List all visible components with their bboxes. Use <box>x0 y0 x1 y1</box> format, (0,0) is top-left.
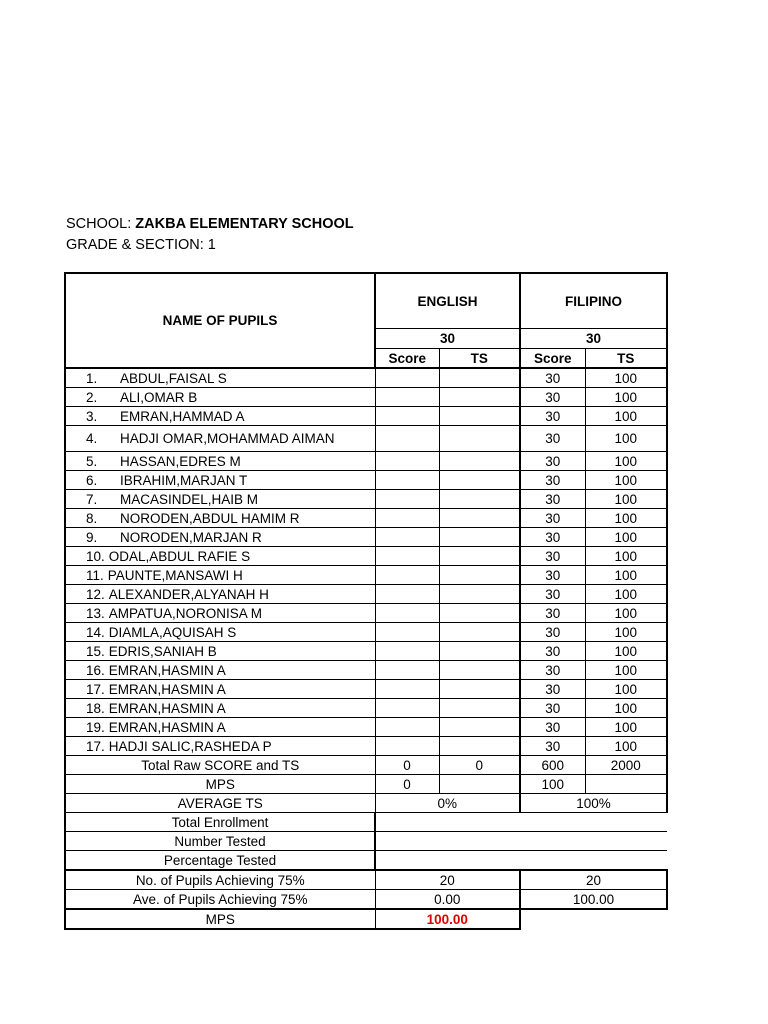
english-score-cell <box>375 471 439 490</box>
mps-eng-ts <box>439 775 520 794</box>
filipino-ts-cell: 100 <box>585 699 667 718</box>
english-score-col: Score <box>375 349 439 369</box>
pct-tested-label: Percentage Tested <box>65 851 375 871</box>
pupil-name-cell <box>65 642 375 661</box>
final-mps-value: 100.00 <box>375 909 520 929</box>
filipino-ts-cell: 100 <box>585 585 667 604</box>
avg-ts-fil: 100% <box>520 794 667 813</box>
pupil-number: 6. <box>86 472 98 488</box>
pupil-name-cell <box>65 407 375 426</box>
total-eng-score: 0 <box>375 756 439 775</box>
pupil-name-cell <box>65 368 375 388</box>
filipino-ts-cell: 100 <box>585 718 667 737</box>
pupil-number: 17. <box>86 738 105 754</box>
pupil-name: AMPATUA,NORONISA M <box>108 605 263 621</box>
pupil-name-cell <box>65 509 375 528</box>
final-mps-blank <box>520 909 667 929</box>
filipino-ts-cell: 100 <box>585 642 667 661</box>
filipino-score-cell: 30 <box>520 528 585 547</box>
school-line <box>66 216 354 232</box>
table-row <box>65 471 667 490</box>
english-score-cell <box>375 642 439 661</box>
filipino-ts-cell: 100 <box>585 368 667 388</box>
english-score-cell <box>375 718 439 737</box>
english-ts-cell <box>439 368 520 388</box>
school-name: ZAKBA ELEMENTARY SCHOOL <box>135 216 354 232</box>
pupil-name: IBRAHIM,MARJAN T <box>120 472 248 488</box>
table-row <box>65 368 667 388</box>
table-row <box>65 642 667 661</box>
pupil-name: PAUNTE,MANSAWI H <box>107 567 243 583</box>
english-ts-col: TS <box>439 349 520 369</box>
filipino-ts-cell: 100 <box>585 426 667 452</box>
english-ts-cell <box>439 585 520 604</box>
pupil-number: 17. <box>86 681 105 697</box>
filipino-ts-cell: 100 <box>585 509 667 528</box>
english-score-cell <box>375 490 439 509</box>
table-row <box>65 426 667 452</box>
mps-fil: 100 <box>520 775 585 794</box>
final-mps-label: MPS <box>65 909 375 929</box>
english-score-cell <box>375 737 439 756</box>
filipino-ts-cell: 100 <box>585 623 667 642</box>
filipino-ts-cell: 100 <box>585 547 667 566</box>
english-score-cell <box>375 566 439 585</box>
english-ts-cell <box>439 528 520 547</box>
achieving-fil: 20 <box>520 870 667 890</box>
filipino-score-cell: 30 <box>520 718 585 737</box>
filipino-score-cell: 30 <box>520 566 585 585</box>
pupil-name-cell <box>65 490 375 509</box>
pupil-name-cell <box>65 623 375 642</box>
pupil-name: EDRIS,SANIAH B <box>108 643 217 659</box>
filipino-score-cell: 30 <box>520 368 585 388</box>
pupil-name: HADJI OMAR,MOHAMMAD AIMAN <box>120 431 335 446</box>
pupil-name: NORODEN,MARJAN R <box>120 529 262 545</box>
filipino-score-cell: 30 <box>520 452 585 471</box>
filipino-ts-cell: 100 <box>585 490 667 509</box>
avg-ts-eng: 0% <box>375 794 520 813</box>
pupil-number: 2. <box>86 389 98 405</box>
english-ts-cell <box>439 566 520 585</box>
filipino-score-cell: 30 <box>520 661 585 680</box>
pupil-name: ALI,OMAR B <box>120 389 198 405</box>
table-row <box>65 547 667 566</box>
pupil-name: DIAMLA,AQUISAH S <box>108 624 237 640</box>
filipino-ts-cell: 100 <box>585 661 667 680</box>
english-ts-cell <box>439 604 520 623</box>
filipino-ts-cell: 100 <box>585 737 667 756</box>
enrollment-value <box>375 813 667 832</box>
english-ts-cell <box>439 737 520 756</box>
filipino-header: FILIPINO <box>520 273 667 329</box>
filipino-score-cell: 30 <box>520 604 585 623</box>
english-items: 30 <box>375 329 520 349</box>
total-label: Total Raw SCORE and TS <box>65 756 375 775</box>
pupil-name-cell <box>65 699 375 718</box>
english-score-cell <box>375 426 439 452</box>
pupil-number: 12. <box>86 586 105 602</box>
english-score-cell <box>375 680 439 699</box>
english-score-cell <box>375 547 439 566</box>
pupil-name: ALEXANDER,ALYANAH H <box>108 586 269 602</box>
total-eng-ts: 0 <box>439 756 520 775</box>
filipino-score-cell: 30 <box>520 407 585 426</box>
table-row <box>65 680 667 699</box>
scores-table <box>64 272 668 930</box>
table-row <box>65 407 667 426</box>
mps-fil-ts <box>585 775 667 794</box>
english-header: ENGLISH <box>375 273 520 329</box>
pupil-name: EMRAN,HAMMAD A <box>120 408 245 424</box>
filipino-ts-col: TS <box>585 349 667 369</box>
english-ts-cell <box>439 407 520 426</box>
english-ts-cell <box>439 490 520 509</box>
english-ts-cell <box>439 718 520 737</box>
ave-achieving-eng: 0.00 <box>375 890 520 910</box>
total-fil-score: 600 <box>520 756 585 775</box>
table-row <box>65 604 667 623</box>
pupil-name: MACASINDEL,HAIB M <box>120 491 259 507</box>
english-score-cell <box>375 368 439 388</box>
pupil-name-cell <box>65 604 375 623</box>
english-ts-cell <box>439 623 520 642</box>
filipino-ts-cell: 100 <box>585 604 667 623</box>
pupil-number: 9. <box>86 529 98 545</box>
english-score-cell <box>375 509 439 528</box>
table-row <box>65 452 667 471</box>
pupil-number: 3. <box>86 408 98 424</box>
filipino-ts-cell: 100 <box>585 471 667 490</box>
filipino-items: 30 <box>520 329 667 349</box>
ave-achieving-fil: 100.00 <box>520 890 667 910</box>
english-score-cell <box>375 388 439 407</box>
pupil-name: NORODEN,ABDUL HAMIM R <box>120 510 300 526</box>
filipino-score-cell: 30 <box>520 680 585 699</box>
pupil-name: EMRAN,HASMIN A <box>108 719 226 735</box>
pupil-number: 4. <box>86 431 98 446</box>
pupil-name-cell <box>65 718 375 737</box>
pupil-number: 1. <box>86 370 98 386</box>
pupil-name-cell <box>65 547 375 566</box>
pupil-number: 19. <box>86 719 105 735</box>
mps-eng: 0 <box>375 775 439 794</box>
pupil-number: 16. <box>86 662 105 678</box>
grade-section: GRADE & SECTION: 1 <box>66 237 216 253</box>
tested-label: Number Tested <box>65 832 375 851</box>
english-score-cell <box>375 407 439 426</box>
table-row <box>65 661 667 680</box>
school-label: SCHOOL: <box>66 216 132 232</box>
pupil-name: ODAL,ABDUL RAFIE S <box>108 548 251 564</box>
pupil-name-cell <box>65 661 375 680</box>
english-score-cell <box>375 452 439 471</box>
table-row <box>65 585 667 604</box>
enrollment-label: Total Enrollment <box>65 813 375 832</box>
pupil-number: 10. <box>86 548 105 564</box>
pupil-name-cell <box>65 471 375 490</box>
filipino-score-cell: 30 <box>520 642 585 661</box>
pupil-name: HASSAN,EDRES M <box>120 453 241 469</box>
name-header: NAME OF PUPILS <box>65 273 375 368</box>
table-row <box>65 490 667 509</box>
filipino-score-cell: 30 <box>520 737 585 756</box>
english-ts-cell <box>439 661 520 680</box>
filipino-score-cell: 30 <box>520 699 585 718</box>
table-row <box>65 699 667 718</box>
pupil-name-cell <box>65 388 375 407</box>
filipino-score-cell: 30 <box>520 426 585 452</box>
pupil-name: EMRAN,HASMIN A <box>108 681 226 697</box>
table-row <box>65 509 667 528</box>
english-score-cell <box>375 528 439 547</box>
english-ts-cell <box>439 509 520 528</box>
english-score-cell <box>375 699 439 718</box>
filipino-score-cell: 30 <box>520 509 585 528</box>
filipino-score-cell: 30 <box>520 547 585 566</box>
pct-tested-value <box>375 851 667 871</box>
pupil-name: EMRAN,HASMIN A <box>108 700 226 716</box>
english-score-cell <box>375 661 439 680</box>
pupil-name-cell <box>65 426 375 452</box>
pupil-name-cell <box>65 528 375 547</box>
tested-value <box>375 832 667 851</box>
pupil-number: 7. <box>86 491 98 507</box>
pupil-number: 14. <box>86 624 105 640</box>
ave-achieving-label: Ave. of Pupils Achieving 75% <box>65 890 375 910</box>
english-ts-cell <box>439 388 520 407</box>
filipino-ts-cell: 100 <box>585 388 667 407</box>
filipino-ts-cell: 100 <box>585 566 667 585</box>
english-score-cell <box>375 604 439 623</box>
mps-label: MPS <box>65 775 375 794</box>
english-ts-cell <box>439 452 520 471</box>
english-ts-cell <box>439 642 520 661</box>
table-row <box>65 528 667 547</box>
pupil-name-cell <box>65 680 375 699</box>
filipino-ts-cell: 100 <box>585 452 667 471</box>
pupil-number: 5. <box>86 453 98 469</box>
filipino-ts-cell: 100 <box>585 680 667 699</box>
table-row <box>65 388 667 407</box>
pupil-number: 11. <box>86 567 104 583</box>
pupil-name: EMRAN,HASMIN A <box>108 662 226 678</box>
pupil-number: 18. <box>86 700 105 716</box>
pupil-name-cell <box>65 585 375 604</box>
english-ts-cell <box>439 547 520 566</box>
pupil-name: ABDUL,FAISAL S <box>120 370 227 386</box>
pupil-number: 8. <box>86 510 98 526</box>
pupil-name: HADJI SALIC,RASHEDA P <box>108 738 272 754</box>
avg-ts-label: AVERAGE TS <box>65 794 375 813</box>
achieving-label: No. of Pupils Achieving 75% <box>65 870 375 890</box>
filipino-score-cell: 30 <box>520 623 585 642</box>
filipino-ts-cell: 100 <box>585 407 667 426</box>
table-row <box>65 737 667 756</box>
table-row <box>65 623 667 642</box>
pupil-name-cell <box>65 737 375 756</box>
achieving-eng: 20 <box>375 870 520 890</box>
table-row <box>65 718 667 737</box>
filipino-score-col: Score <box>520 349 585 369</box>
english-ts-cell <box>439 426 520 452</box>
filipino-score-cell: 30 <box>520 388 585 407</box>
filipino-score-cell: 30 <box>520 585 585 604</box>
english-ts-cell <box>439 471 520 490</box>
english-score-cell <box>375 585 439 604</box>
table-row <box>65 566 667 585</box>
filipino-score-cell: 30 <box>520 490 585 509</box>
pupil-number: 13. <box>86 605 105 621</box>
english-score-cell <box>375 623 439 642</box>
filipino-score-cell: 30 <box>520 471 585 490</box>
pupil-name-cell <box>65 452 375 471</box>
pupil-number: 15. <box>86 643 105 659</box>
filipino-ts-cell: 100 <box>585 528 667 547</box>
english-ts-cell <box>439 680 520 699</box>
english-ts-cell <box>439 699 520 718</box>
total-fil-ts: 2000 <box>585 756 667 775</box>
pupil-name-cell <box>65 566 375 585</box>
